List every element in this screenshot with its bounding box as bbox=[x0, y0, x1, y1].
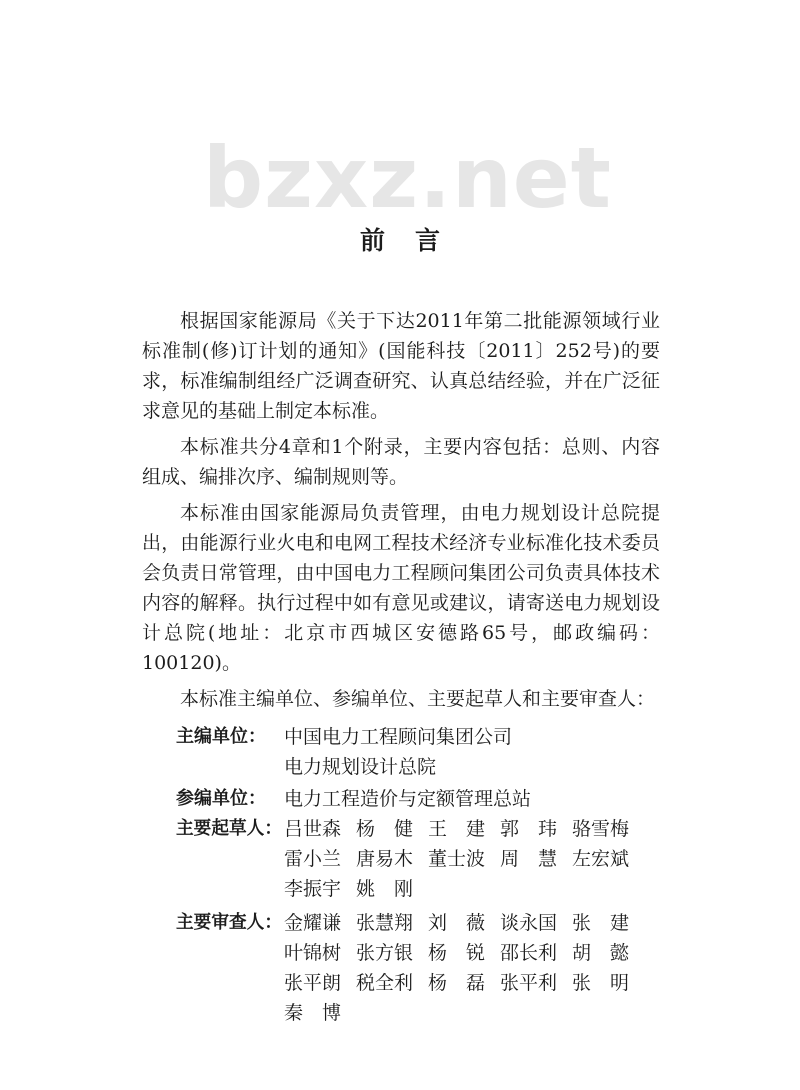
reviewer-name: 刘 薇 bbox=[428, 912, 486, 934]
drafter-name: 姚 刚 bbox=[356, 878, 414, 900]
reviewer-name: 税全利 bbox=[356, 972, 414, 994]
reviewers-names bbox=[284, 998, 356, 1028]
drafters-names bbox=[284, 814, 644, 844]
reviewers-row bbox=[176, 908, 666, 938]
participating-unit-name: 电力工程造价与定额管理总站 bbox=[284, 788, 532, 810]
reviewers-names bbox=[284, 908, 644, 938]
reviewers-row bbox=[176, 938, 666, 968]
reviewers-label: 主要审查人： bbox=[176, 912, 282, 933]
drafters-row bbox=[176, 844, 666, 874]
reviewer-name: 谈永国 bbox=[500, 912, 558, 934]
reviewer-name: 金耀谦 bbox=[284, 912, 342, 934]
participating-units-label: 参编单位： bbox=[176, 788, 266, 809]
drafters-label: 主要起草人： bbox=[176, 818, 282, 839]
paragraph-management: 本标准由国家能源局负责管理，由电力规划设计总院提出，由能源行业火电和电网工程技术经济专业标准化技术委员会负责日常管理，由中国电力工程顾问集团公司负责具体技术内容的解释。执行过程中如有意见或建议，请寄送电力规划设计总院(地址：北京市西城区安德路65号，邮政编码：100120)。 bbox=[142, 502, 660, 674]
page-title: 前言 bbox=[359, 226, 470, 255]
chief-units-label: 主编单位： bbox=[176, 726, 266, 747]
reviewer-name: 张方银 bbox=[356, 942, 414, 964]
reviewer-name: 秦 博 bbox=[284, 1002, 342, 1024]
reviewer-name: 邵长利 bbox=[500, 942, 558, 964]
drafter-name: 左宏斌 bbox=[572, 848, 630, 870]
reviewer-name: 叶锦树 bbox=[284, 942, 342, 964]
reviewer-name: 张 建 bbox=[572, 912, 630, 934]
drafters-names bbox=[284, 874, 428, 904]
reviewer-name: 张 明 bbox=[572, 972, 630, 994]
drafter-name: 李振宇 bbox=[284, 878, 342, 900]
reviewers-names bbox=[284, 938, 644, 968]
drafter-name: 杨 健 bbox=[356, 818, 414, 840]
drafter-name: 董士波 bbox=[428, 848, 486, 870]
watermark: bzxz.net bbox=[203, 129, 612, 227]
drafter-name: 唐易木 bbox=[356, 848, 414, 870]
drafter-name: 周 慧 bbox=[500, 848, 558, 870]
drafter-name: 郭 玮 bbox=[500, 818, 558, 840]
drafter-name: 吕世森 bbox=[284, 818, 342, 840]
chief-unit-name: 中国电力工程顾问集团公司 bbox=[284, 726, 513, 748]
foreword-body bbox=[142, 306, 660, 720]
paragraph-plan: 根据国家能源局《关于下达2011年第二批能源领域行业标准制(修)订计划的通知》(国能科技〔2011〕252号)的要求，标准编制组经广泛调查研究、认真总结经验，并在广泛征求意见的基础上制定本标准。 bbox=[142, 310, 660, 422]
drafter-name: 骆雪梅 bbox=[572, 818, 630, 840]
reviewer-name: 杨 磊 bbox=[428, 972, 486, 994]
reviewers-names bbox=[284, 968, 644, 998]
chief-unit-name: 电力规划设计总院 bbox=[284, 756, 437, 778]
reviewer-name: 胡 懿 bbox=[572, 942, 630, 964]
participating-unit-row bbox=[176, 784, 666, 814]
paragraph-contents: 本标准共分4章和1个附录，主要内容包括：总则、内容组成、编排次序、编制规则等。 bbox=[142, 436, 660, 488]
drafters-row bbox=[176, 874, 666, 904]
drafter-name: 雷小兰 bbox=[284, 848, 342, 870]
drafters-row bbox=[176, 814, 666, 844]
staff-list bbox=[176, 722, 666, 1028]
reviewer-name: 张平朗 bbox=[284, 972, 342, 994]
reviewers-row bbox=[176, 998, 666, 1028]
reviewer-name: 张慧翔 bbox=[356, 912, 414, 934]
reviewers-row bbox=[176, 968, 666, 998]
reviewer-name: 张平利 bbox=[500, 972, 558, 994]
drafter-name: 王 建 bbox=[428, 818, 486, 840]
reviewer-name: 杨 锐 bbox=[428, 942, 486, 964]
paragraph-staff-intro: 本标准主编单位、参编单位、主要起草人和主要审查人： bbox=[180, 688, 656, 710]
drafters-names bbox=[284, 844, 644, 874]
chief-unit-row bbox=[176, 722, 666, 752]
chief-unit-row bbox=[176, 752, 666, 782]
